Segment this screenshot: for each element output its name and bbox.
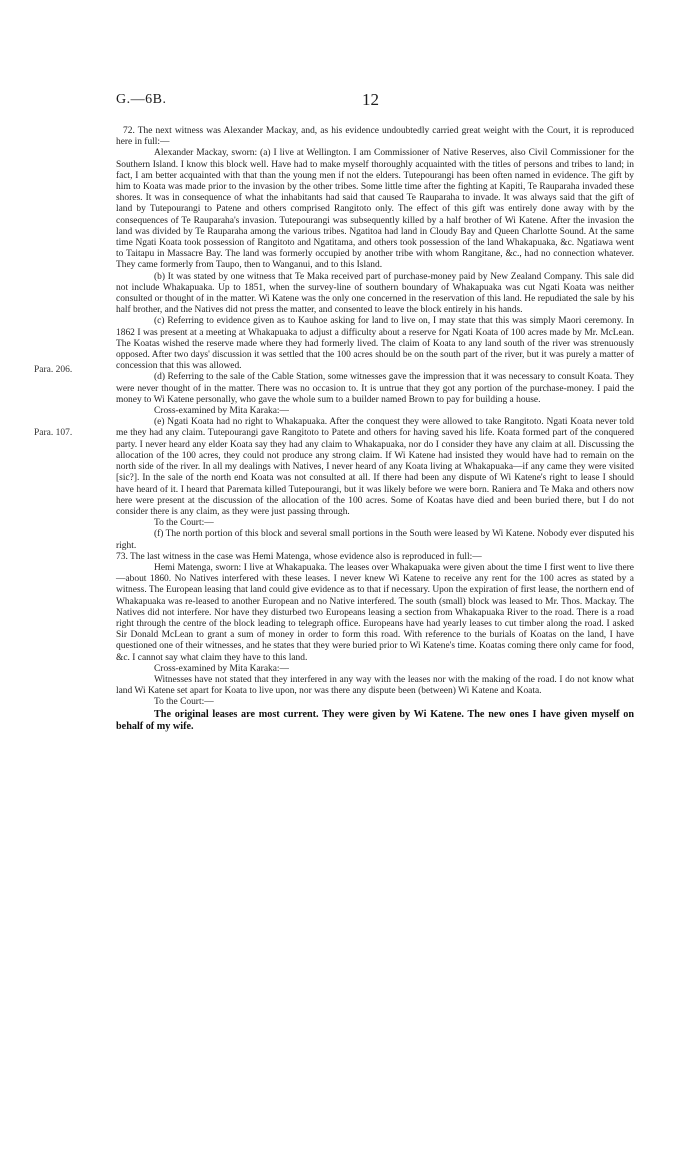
mackay-evidence-c: (c) Referring to evidence given as to Kauhoe asking for land to live on, I may state that this was simply Maori ceremony. In 1862 I was present at a meeting at Whakapuaka to adjust a difficulty about a reserve for Ngati Koata of 100 acres made by Mr. McLean. The Koatas wished the reserve made where they had formerly lived. The claim of Koata to any land south of the river was strenuously opposed. After two days' discussion it was settled that the 100 acres should be on the south part of the river, but it was purely a matter of concession that this was allowed. — [116, 316, 634, 372]
cross-examination-heading-2: Cross-examined by Mita Karaka:— — [154, 663, 289, 674]
paragraph-72: 72. The next witness was Alexander Mackay, and, as his evidence undoubtedly carried great weight with the Court, it is reproduced here in full:— — [116, 126, 634, 148]
mackay-evidence-d: (d) Referring to the sale of the Cable Station, some witnesses gave the impression that it was necessary to consult Koata. They were never thought of in the matter. There was no occasion to. It is untrue that they got any portion of the purchase-money. I paid the money to Wi Katene personally, who gave the whole sum to a builder named Brown to pay for building a house. — [116, 372, 634, 405]
mackay-evidence-b: (b) It was stated by one witness that Te Maka received part of purchase-money paid by New Zealand Company. This sale did not include Whakapuaka. Up to 1851, when the survey-line of southern boundary of Whakapuaka was cut Ngati Koata was neither consulted or thought of in the matter. Wi Katene was the only one concerned in the reservation of this land. He repudiated the sale by his half brother, and the Natives did not press the matter, and consented to leave the block entirely in his hands. — [116, 271, 634, 316]
mackay-evidence-e: (e) Ngati Koata had no right to Whakapuaka. After the conquest they were allowed to take Rangitoto. Ngati Koata never told me they had any claim. Tutepourangi gave Rangitoto to Patete and others for having saved his life. Koata formed part of the conquered party. I never heard any elder Koata say they had any claim to Whakapuaka, nor do I consider they have any claim at all. Discussing the allocation of the 100 acres, they could not produce any strong claim. If Wi Katene had insisted they would have had to remain on the north side of the river. In all my dealings with Natives, I never heard of any Koata living at Whakapuaka—if any came they were visited [sic?]. In the sale of the north end Koata was not consulted at all. If there had been any dispute of Wi Katene's right to lease I should have heard of it. I heard that Paremata killed Tutepourangi, but it was likely before we were born. Raniera and Te Maka and others now here were present at the discussion of the allocation of the 100 acres. Some of Koatas have died and been buried there, but I do not consider there is any claim, as they were just passing through. — [116, 417, 634, 517]
page-number: 12 — [362, 90, 379, 109]
mackay-evidence-a: Alexander Mackay, sworn: (a) I live at Wellington. I am Commissioner of Native Reserves, also Civil Commissioner for the Southern Island. I know this block well. Have had to make myself thoroughly acquainted with the titles of persons and tribes to land; in fact, I am better acquainted with that than the young men if not the elders. Tutepourangi has been often named in evidence. The gift by him to Koata was made prior to the invasion by the other tribes. Some little time after the fighting at Kapiti, Te Rauparaha invaded these shores. It was in consequence of what the inhabitants had said that caused Te Rauparaha to invade. It was always said that the gift of land by Tutepourangi to Patene and others comprised Rangitoto only. The effect of this gift was entirely done away with by the consequences of Te Rauparaha's invasion. Tutepourangi was subsequently killed by a half brother of Wi Katene. After the invasion the land was divided by Te Rauparaha among the various tribes. Ngatitoa had land in Cloudy Bay and Queen Charlotte Sound. At the same time Ngati Koata took possession of Rangitoto and Ngatitama, and others took possession of the land Whakapuaka, &c. Ngatiawa went to Taitapu in Massacre Bay. The land was formerly occupied by another tribe with whom Rangitane, &c., had no connection whatever. They came formerly from Taupo, then to Wanganui, and to this Island. — [116, 148, 634, 271]
cross-examination-heading: Cross-examined by Mita Karaka:— — [154, 406, 289, 417]
to-the-court-heading-2: To the Court:— — [154, 697, 214, 708]
body-text — [116, 126, 634, 734]
paragraph-73: 73. The last witness in the case was Hemi Matenga, whose evidence also is reproduced in full:— — [116, 551, 482, 562]
margin-note-para-107: Para. 107. — [34, 428, 73, 438]
matenga-evidence: Hemi Matenga, sworn: I live at Whakapuaka. The leases over Whakapuaka were given about the time I first went to live there—about 1860. No Natives interfered with these leases. I never knew Wi Katene to receive any rent for the 100 acres as stated by a witness. The European leasing that land could give evidence as to that if necessary. Upon the expiration of first lease, the northern end of Whakapuaka was re-leased to another European and no Native interfered. The south (small) block was leased to Mr. Thos. Mackay. The Natives did not interfere. Nor have they disturbed two Europeans leasing a section from Whakapuaka River to the road. There is a road right through the centre of the block leading to telegraph office. Europeans have had yearly leases to cut timber along the road. I asked Sir Donald McLean to grant a sum of money in order to form this road. With reference to the burials of Koatas on the land, I have questioned one of their witnesses, and he states that they were buried prior to Wi Katene's time. Koatas coming there only came for food, &c. I cannot say what claim they have to this land. — [116, 562, 634, 663]
matenga-to-the-court: The original leases are most current. They were given by Wi Katene. The new ones I have given myself on behalf of my wife. — [116, 708, 634, 733]
document-reference: G.—6B. — [116, 92, 167, 107]
margin-note-para-206: Para. 206. — [34, 365, 73, 375]
to-the-court-heading: To the Court:— — [154, 518, 214, 529]
mackay-evidence-f: (f) The north portion of this block and several small portions in the South were leased by Wi Katene. Nobody ever disputed his right. — [116, 529, 634, 551]
matenga-cross-examination: Witnesses have not stated that they interfered in any way with the leases nor with the making of the road. I do not know what land Wi Katene set apart for Koata to live upon, nor was there any dispute been (between) Wi Katene and Koata. — [116, 674, 634, 697]
